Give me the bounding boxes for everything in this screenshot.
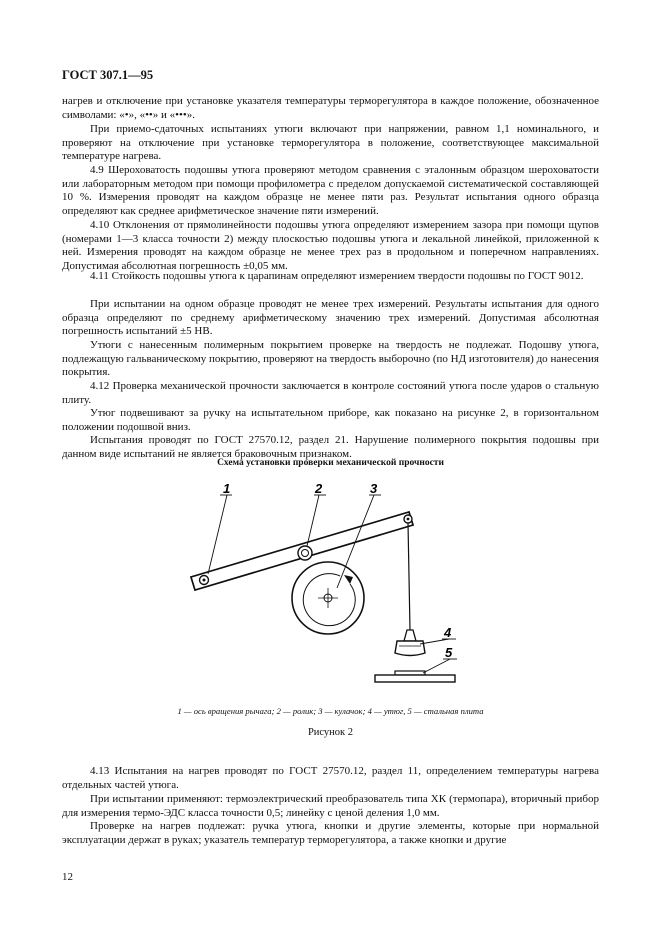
iron-handle <box>404 630 416 641</box>
figure-title: Схема установки проверки механической прочности <box>217 458 444 468</box>
paragraph: Проверке на нагрев подлежат: ручка утюга, кнопки и другие элементы, которые при нормальной эксплуатации держат в руках; указатель температур терморегулятора, а также кнопки и другие <box>62 820 599 846</box>
label-4: 4 <box>444 625 452 640</box>
paragraph: нагрев и отключение при установке указателя температуры терморегулятора в каждое положение, обозначенное символами: «•», «••» и «•••». <box>62 95 599 121</box>
paragraph: 4.10 Отклонения от прямолинейности подошвы утюга определяют измерением зазора при помощи щупов (номерами 1—3 класса точности 2) между плоскостью подошвы утюга и лекальной линейкой, приложенной к ней. Измерения проводят на каждом образце не менее трех раз в продольном и поперечном направлениях. Допустимая абсолютная погрешность ±0,05 мм. <box>62 219 599 272</box>
label-2: 2 <box>315 481 323 496</box>
paragraph: 4.9 Шероховатость подошвы утюга проверяют методом сравнения с эталонным образцом шероховатости или лабораторным методом при помощи профилометра с пределом допускаемой систематической составляющей 10 %. Измерения проводят на каждом образце не менее пяти раз. Результат испытания одного образца определяют как среднее арифметическое значение пяти измерений. <box>62 164 599 217</box>
suspension-wire <box>408 523 410 630</box>
paragraph: При приемо-сдаточных испытаниях утюги включают при напряжении, равном 1,1 номинального, и проверяют на отключение при установке терморегулятора в положение, соответствующее максимальной температуре нагрева. <box>62 123 599 163</box>
paragraph: При испытании применяют: термоэлектрический преобразователь типа ХК (термопара), вторичный прибор для измерения термо-ЭДС класса точности 0,5; линейку с ценой деления 1,0 мм. <box>62 793 599 819</box>
page-number: 12 <box>62 871 73 883</box>
paragraph: Утюг подвешивают за ручку на испытательном приборе, как показано на рисунке 2, в горизонтальном положении подошвой вниз. <box>62 407 599 433</box>
paragraph: Утюги с нанесенным полимерным покрытием проверке на твердость не подлежат. Подошву утюга, подлежащую гальваническому покрытию, проверяют на твердость выборочно (по НД изготовителя) до нанесения покрытия. <box>62 339 599 379</box>
document-header: ГОСТ 307.1—95 <box>62 68 154 82</box>
figure-number: Рисунок 2 <box>307 727 354 738</box>
label-3: 3 <box>370 481 378 496</box>
figure-caption: 1 — ось вращения рычага; 2 — ролик; 3 — кулачок; 4 — утюг, 5 — стальная плита <box>177 706 484 716</box>
label-5: 5 <box>445 645 453 660</box>
paragraph: 4.11 Стойкость подошвы утюга к царапинам определяют измерением твердости подошвы по ГОСТ 9012. <box>90 270 584 282</box>
paragraph: При испытании на одном образце проводят не менее трех измерений. Результаты испытания для одного образца определяют по среднему арифметическому значению трех измерений. Допустимая абсолютная погрешность испытаний ±5 НВ. <box>62 298 599 338</box>
iron-body <box>395 641 425 656</box>
label-1: 1 <box>223 481 231 496</box>
paragraph: Испытания проводят по ГОСТ 27570.12, раздел 21. Нарушение полимерного покрытия подошвы при данном виде испытаний не является браковочным признаком. <box>62 434 599 460</box>
steel-plate <box>375 675 455 682</box>
paragraph: 4.12 Проверка механической прочности заключается в контроле состояний утюга после ударов о стальную плиту. <box>62 380 599 406</box>
paragraph: 4.13 Испытания на нагрев проводят по ГОСТ 27570.12, раздел 11, определением температуры нагрева отдельных частей утюга. <box>62 765 599 791</box>
roller <box>298 546 312 560</box>
test-rig-diagram <box>180 478 480 698</box>
